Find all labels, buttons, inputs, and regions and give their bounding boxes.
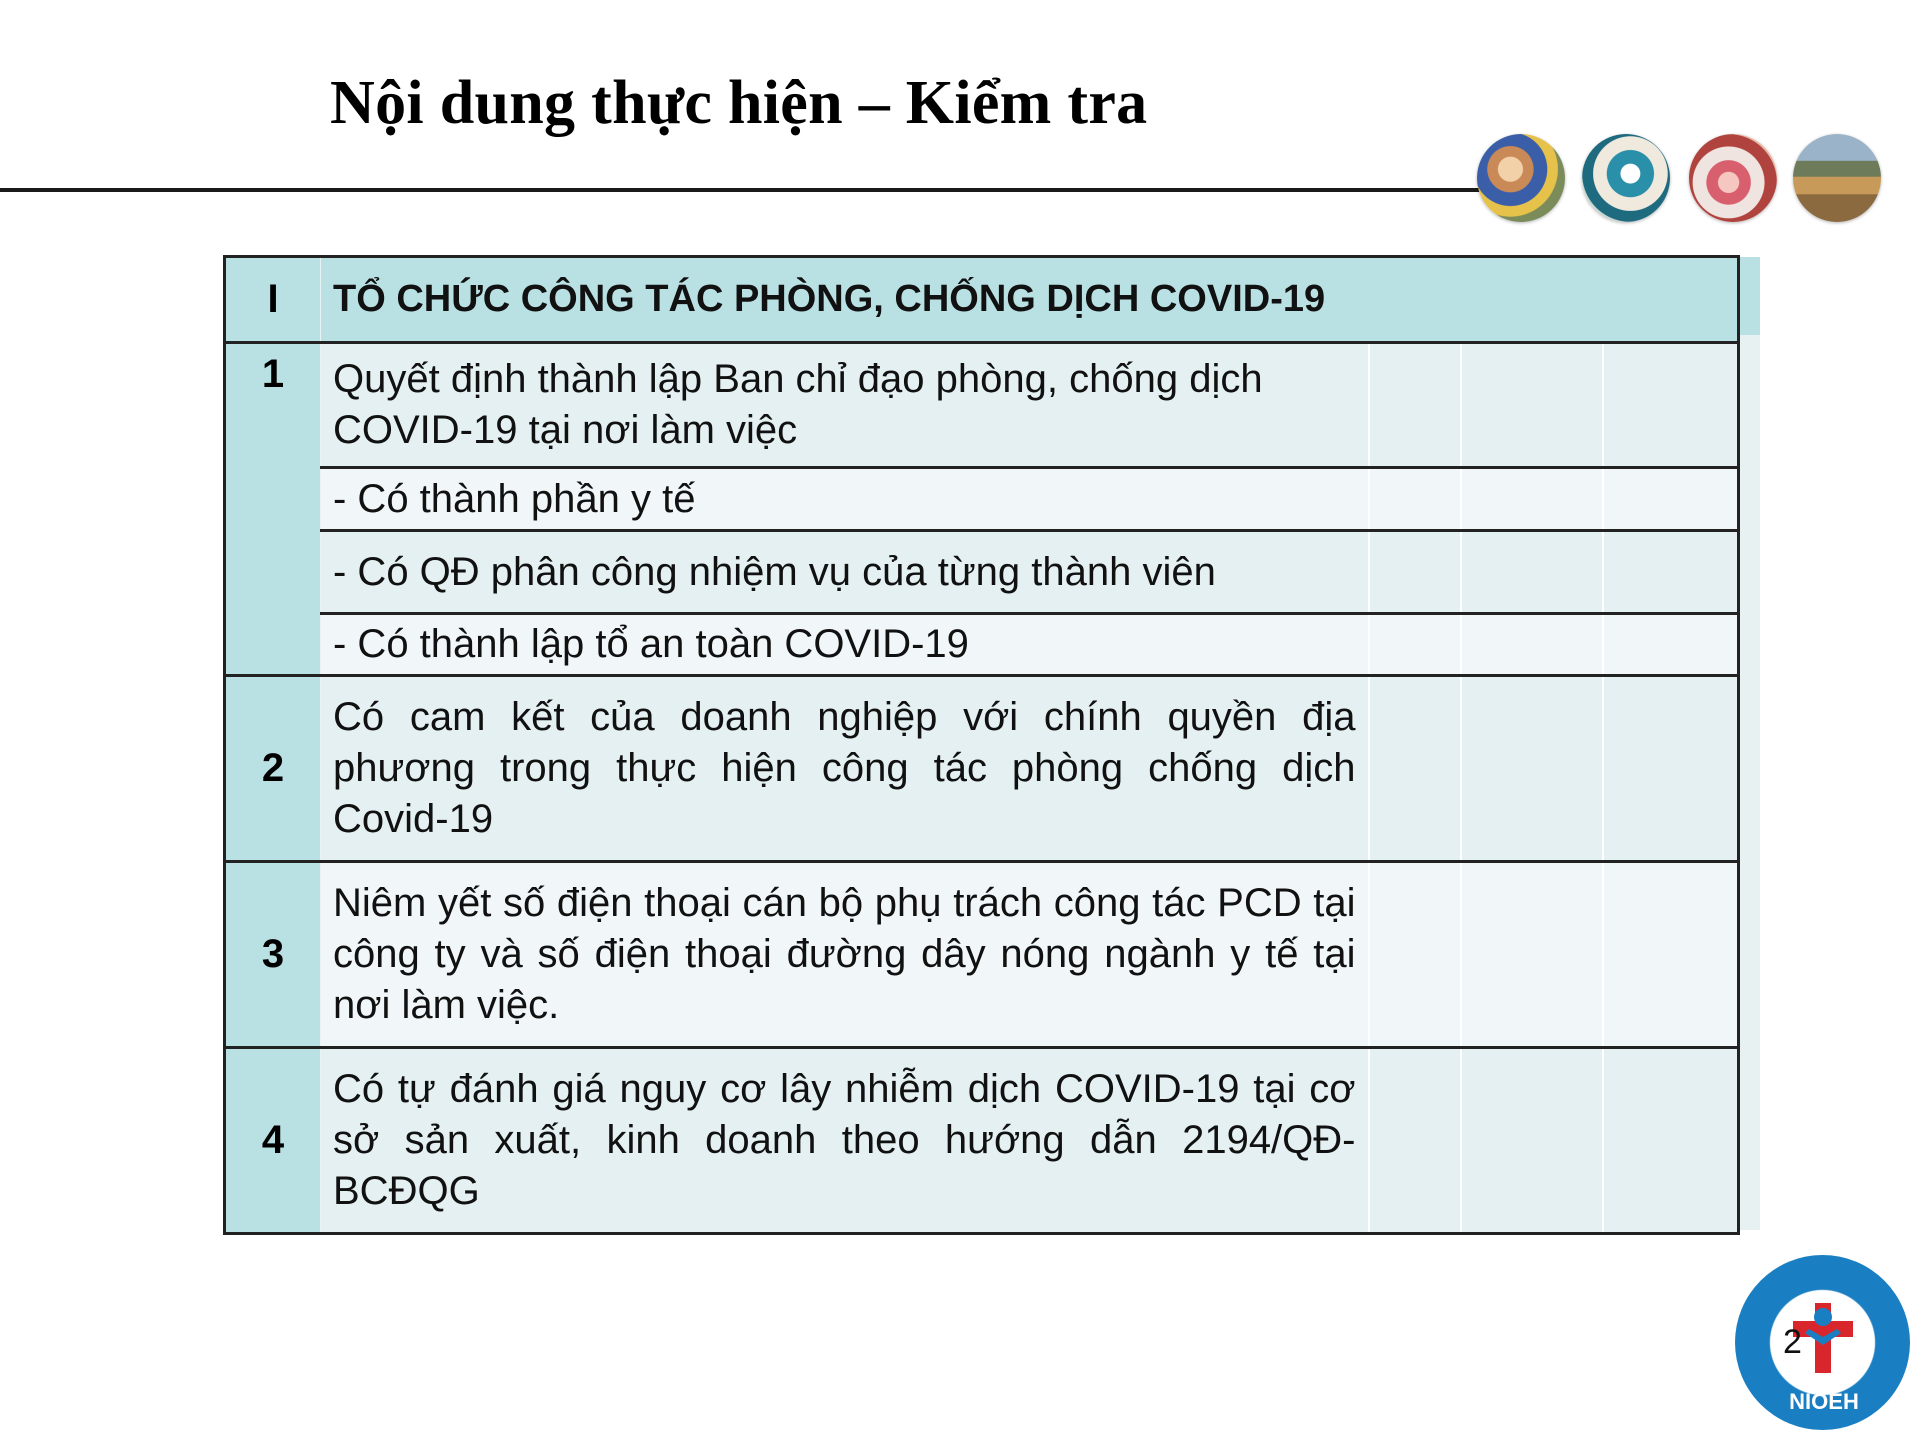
check-cell[interactable]	[1369, 1048, 1461, 1234]
row-number: 1	[225, 343, 321, 676]
check-cell[interactable]	[1461, 862, 1603, 1048]
check-cell[interactable]	[1603, 531, 1739, 614]
check-cell[interactable]	[1603, 468, 1739, 531]
check-cell[interactable]	[1369, 343, 1461, 468]
section-number: I	[225, 257, 321, 343]
check-cell[interactable]	[1369, 468, 1461, 531]
table-row	[225, 531, 1739, 614]
row-number: 4	[225, 1048, 321, 1234]
check-cell[interactable]	[1603, 1048, 1739, 1234]
row-text: Niêm yết số điện thoại cán bộ phụ trách công tác PCD tại công ty và số điện thoại đường dây nóng ngành y tế tại nơi làm việc.	[321, 862, 1369, 1048]
section-title-text: TỔ CHỨC CÔNG TÁC PHÒNG, CHỐNG DỊCH COVID-19	[333, 278, 1326, 320]
row-text: Có cam kết của doanh nghiệp với chính quyền địa phương trong thực hiện công tác phòng chống dịch Covid-19	[321, 676, 1369, 862]
table-row	[225, 1048, 1739, 1234]
table-row	[225, 862, 1739, 1048]
check-cell[interactable]	[1461, 614, 1603, 676]
row-number: 2	[225, 676, 321, 862]
check-cell[interactable]	[1603, 343, 1739, 468]
check-cell[interactable]	[1461, 343, 1603, 468]
table-edge-strip-header	[1738, 257, 1760, 335]
check-cell[interactable]	[1461, 468, 1603, 531]
check-cell[interactable]	[1461, 531, 1603, 614]
check-cell[interactable]	[1603, 614, 1739, 676]
check-cell[interactable]	[1369, 676, 1461, 862]
photo-children-icon	[1477, 134, 1565, 222]
row-number: 3	[225, 862, 321, 1048]
page-number: 2	[1783, 1323, 1802, 1361]
check-cell[interactable]	[1369, 862, 1461, 1048]
row-text: - Có thành lập tổ an toàn COVID-19	[321, 614, 1369, 676]
title-divider	[0, 188, 1490, 192]
table-row	[225, 614, 1739, 676]
checklist-table	[223, 255, 1740, 1235]
check-cell[interactable]	[1603, 862, 1739, 1048]
nioeh-logo-icon	[1735, 1255, 1910, 1430]
table-edge-strip	[1738, 257, 1760, 1230]
photo-medical-staff-icon	[1582, 134, 1670, 222]
photo-food-icon	[1689, 134, 1777, 222]
check-cell[interactable]	[1369, 531, 1461, 614]
check-cell[interactable]	[1461, 1048, 1603, 1234]
cross-figure-icon	[1793, 1303, 1853, 1373]
table-row	[225, 468, 1739, 531]
section-title	[321, 257, 1739, 343]
check-cell[interactable]	[1369, 614, 1461, 676]
table-row	[225, 343, 1739, 468]
table-header-row	[225, 257, 1739, 343]
row-text: - Có thành phần y tế	[321, 468, 1369, 531]
slide-title: Nội dung thực hiện – Kiểm tra	[330, 69, 1148, 137]
table-row	[225, 676, 1739, 862]
logo-label: NIOEH	[1789, 1389, 1859, 1414]
check-cell[interactable]	[1603, 676, 1739, 862]
row-text: Có tự đánh giá nguy cơ lây nhiễm dịch COVID-19 tại cơ sở sản xuất, kinh doanh theo hướng dẫn 2194/QĐ-BCĐQG	[321, 1048, 1369, 1234]
row-text: - Có QĐ phân công nhiệm vụ của từng thành viên	[321, 531, 1369, 614]
row-text: Quyết định thành lập Ban chỉ đạo phòng, chống dịch COVID-19 tại nơi làm việc	[321, 343, 1369, 468]
check-cell[interactable]	[1461, 676, 1603, 862]
photo-landscape-icon	[1793, 134, 1881, 222]
